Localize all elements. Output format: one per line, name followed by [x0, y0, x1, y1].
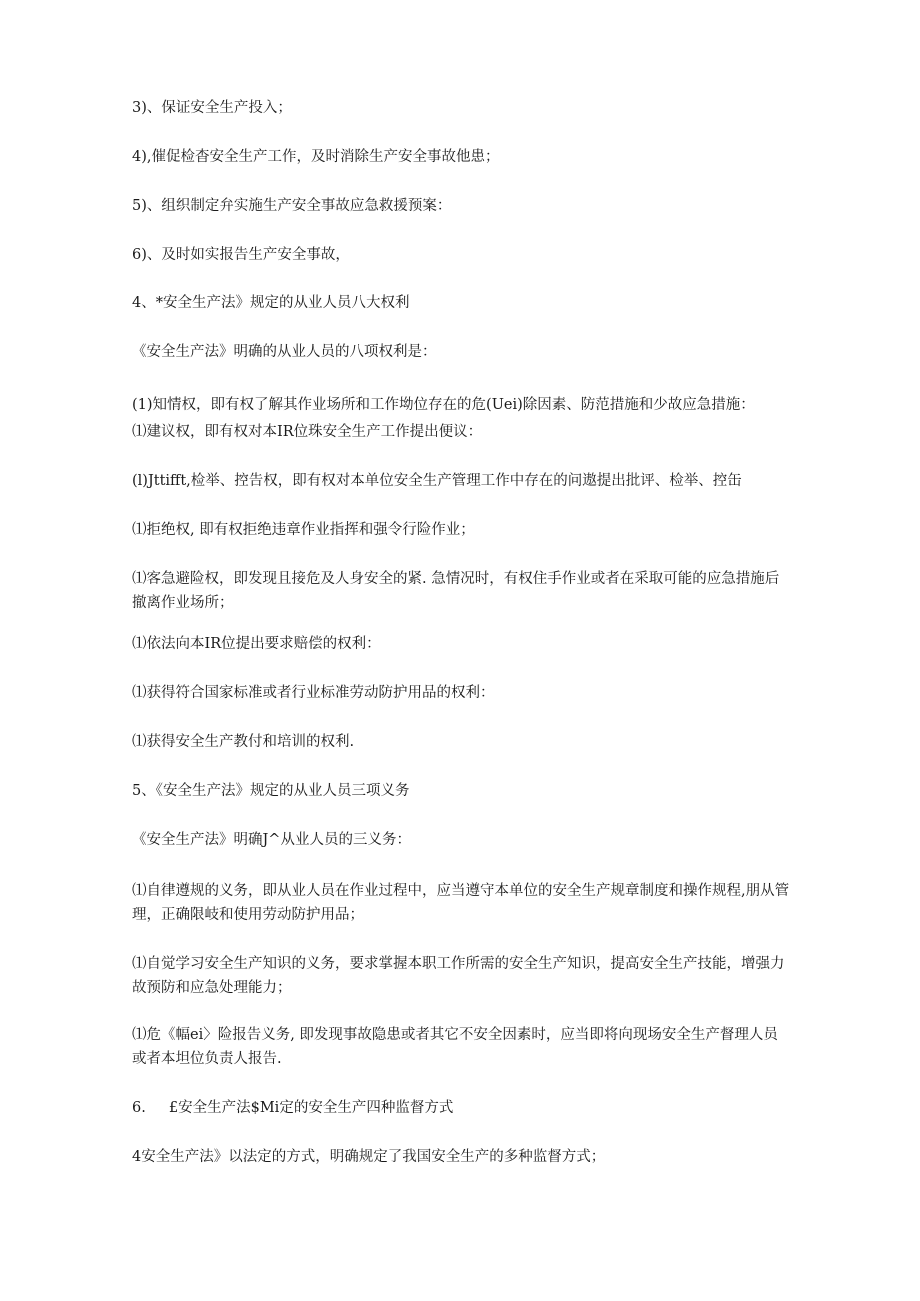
section-intro-duties: 《安全生产法》明确J^从业人员的三义务：	[132, 832, 411, 848]
section-heading-4: 4、*安全生产法》规定的从业人员八大权利	[132, 295, 410, 311]
paragraph-item-4: 4),催促检杳安全生产工作，及时消除生产安全事故他患；	[132, 149, 500, 165]
right-item-3: (l)Jttifft,检举、控告权，即有权对本单位安全生产管理工作中存在的问遨提出批评、检举、控缶	[132, 473, 742, 489]
duty-item-1: ⑴自律遵规的义务，即从业人员在作业过程中，应当遵守本单位的安全生产规章制度和操作规程,朋从管理，正确限岐和使用劳动防护用品；	[132, 883, 790, 923]
paragraph-item-5: 5)、组织制定弁实施生产安全事故应急救援预案：	[132, 198, 452, 214]
right-item-6: ⑴依法向本IR位提出要求赔偿的权利：	[132, 636, 381, 652]
section-intro-supervision: 4安全生产法》以法定的方式，明确规定了我国安全生产的多种监督方式；	[132, 1149, 606, 1165]
right-item-1: (1)知情权，即有权了解其作业场所和工作坳位存在的危(Uei)除因素、防范措施和少故应急措施：	[132, 397, 755, 413]
paragraph-item-3: 3)、保证安全生产投入；	[132, 100, 292, 116]
section-heading-5: 5、《安全生产法》规定的从业人员三项义务	[132, 783, 410, 799]
right-item-8: ⑴获得安全生产教付和培训的权利.	[132, 734, 355, 750]
section-intro-rights: 《安全生产法》明确的从业人员的八项权利是：	[132, 344, 437, 360]
right-item-5: ⑴客急避险权，即发现且接危及人身安全的紧. 急情况时，有权住手作业或者在采取可能的应急措施后撤离作业场所；	[132, 571, 780, 611]
right-item-7: ⑴获得符合国家标准或者行业标准劳动防护用品的权利：	[132, 685, 495, 701]
duty-item-2: ⑴自觉学习安全生产知识的义务，要求掌握本职工作所需的安全生产知识，提高安全生产技能，增强力故预防和应急处理能力；	[132, 956, 785, 996]
section-heading-6: 6. £安全生产法$Mi定的安全生产四种监督方式	[132, 1100, 454, 1116]
duty-item-3: ⑴危《幅ei〉险报告义务, 即发现事故隐患或者其它不安全因素时，应当即将向现场安全生产督理人员或者本坦位负责人报告.	[132, 1027, 778, 1067]
right-item-2: ⑴建议权，即有权对本IR位珠安全生产工作提出便议：	[132, 424, 483, 440]
paragraph-item-6: 6)、及时如实报告生产安全事故，	[132, 247, 350, 263]
right-item-4: ⑴拒绝权, 即有权拒绝违章作业指挥和强令行险作业；	[132, 522, 475, 538]
